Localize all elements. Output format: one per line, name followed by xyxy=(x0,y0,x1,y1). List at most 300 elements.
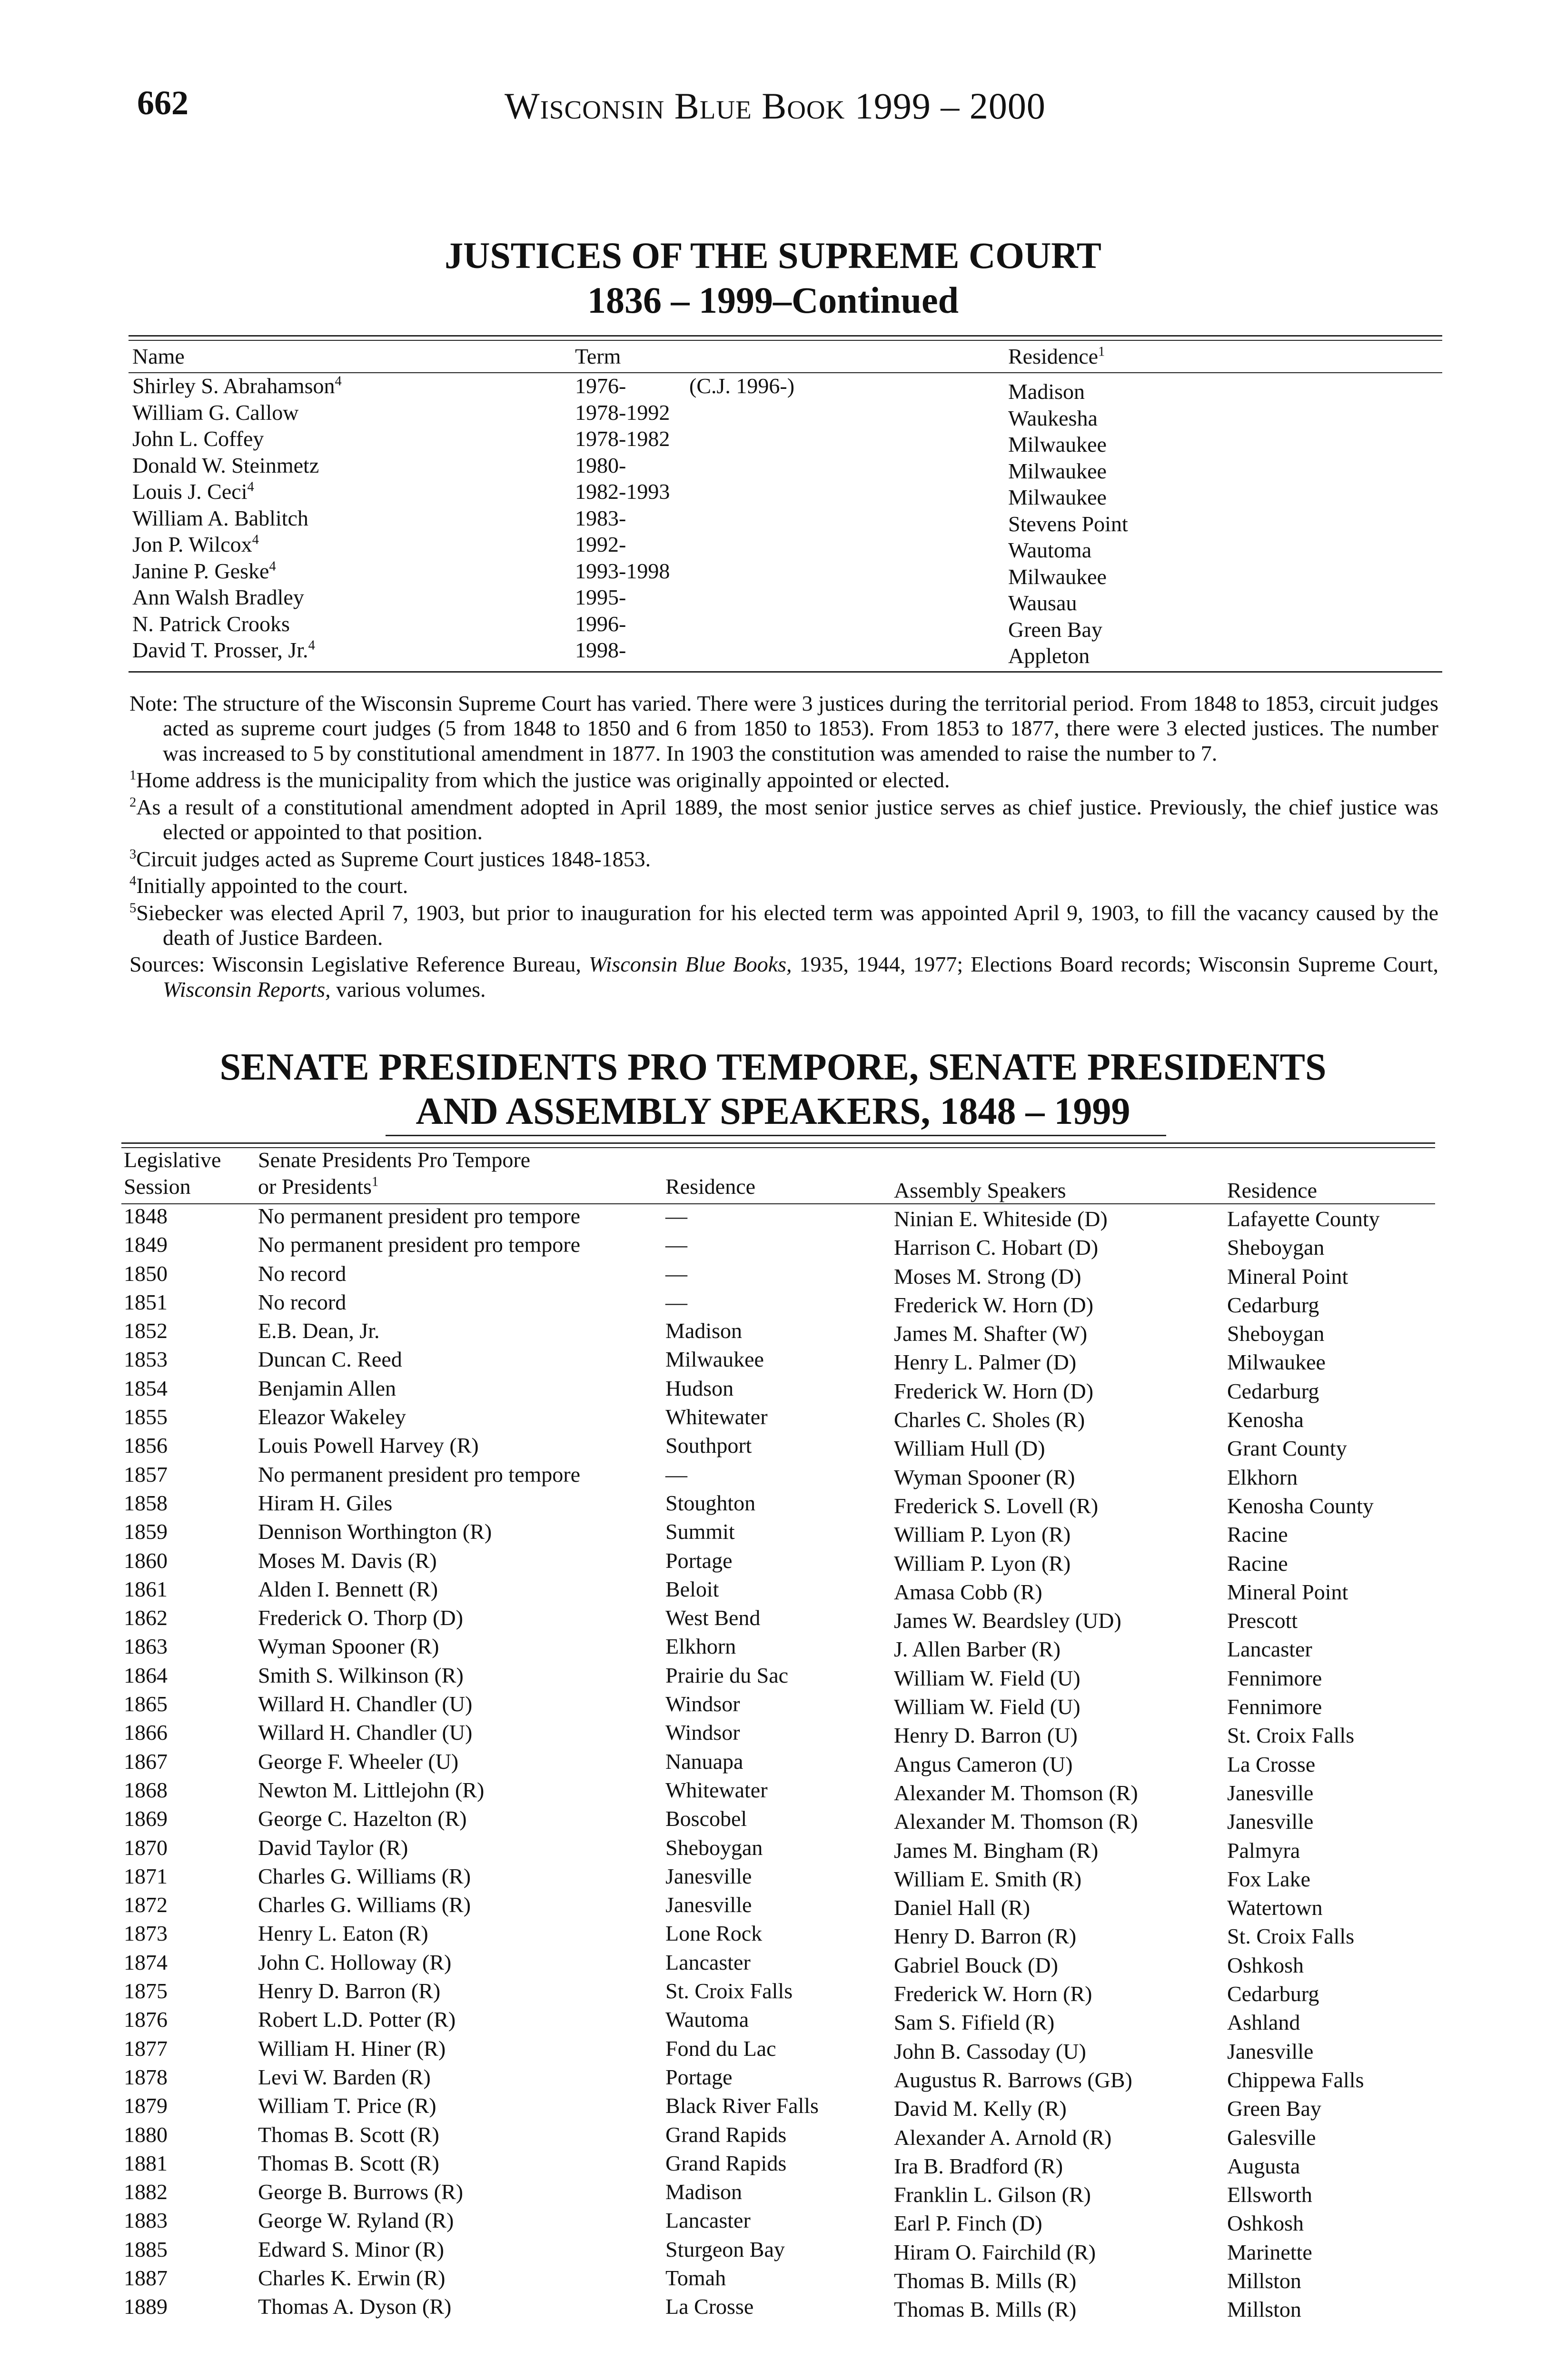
assembly-speaker: James W. Beardsley (UD) xyxy=(894,1608,1121,1633)
assembly-speaker-residence: St. Croix Falls xyxy=(1227,1924,1355,1949)
footnote-marker: 4 xyxy=(252,532,259,547)
justice-name xyxy=(132,453,319,478)
session-row xyxy=(124,1864,1428,1892)
page-number: 662 xyxy=(137,84,188,122)
session-row xyxy=(124,1978,1428,2007)
session-year: 1852 xyxy=(124,1319,168,1343)
justice-term: 1996- xyxy=(575,611,626,636)
assembly-speaker-residence: Elkhorn xyxy=(1227,1465,1298,1489)
assembly-speaker: Charles C. Sholes (R) xyxy=(894,1408,1085,1432)
session-year: 1865 xyxy=(124,1692,168,1716)
assembly-speaker-residence: Fennimore xyxy=(1227,1695,1322,1719)
assembly-speaker: Wyman Spooner (R) xyxy=(894,1465,1075,1489)
assembly-speaker: William W. Field (U) xyxy=(894,1695,1080,1719)
assembly-speaker-residence: Palmyra xyxy=(1227,1838,1300,1863)
justice-row xyxy=(132,611,1417,642)
session-row xyxy=(124,2007,1428,2035)
assembly-speaker-residence: Sheboygan xyxy=(1227,1235,1325,1260)
senate-president: William T. Price (R) xyxy=(258,2093,436,2118)
justice-term: 1978-1992 xyxy=(575,400,670,425)
assembly-speaker-residence: Oshkosh xyxy=(1227,2211,1304,2236)
assembly-speaker: Harrison C. Hobart (D) xyxy=(894,1235,1099,1260)
footnote-text: As a result of a constitutional amendment adopted in April 1889, the most senior justice serves as chief justice. Previously, the chief justice was elected or appointed to that position. xyxy=(136,794,1438,844)
footnote-number: 1 xyxy=(129,768,137,783)
column-header-name: Name xyxy=(132,344,185,368)
assembly-speaker-residence: Watertown xyxy=(1227,1895,1323,1920)
senate-president: Benjamin Allen xyxy=(258,1376,396,1400)
session-row xyxy=(124,2294,1428,2322)
assembly-speaker: John B. Cassoday (U) xyxy=(894,2039,1086,2063)
justice-residence: Wausau xyxy=(1008,591,1077,615)
structure-note: Note: The structure of the Wisconsin Supreme Court has varied. There were 3 justices during the territorial period. From 1848 to 1853, circuit judges acted as supreme court judges (5 from 1848 to 1850 and 6 from 1850 to 1853). From 1853 to 1877, there were 3 elected justices. The number was increased to 5 by constitutional amendment in 1877. In 1903 the constitution was amended to raise the number to 7. xyxy=(129,691,1438,765)
senate-president-residence: Milwaukee xyxy=(665,1347,764,1372)
session-year: 1885 xyxy=(124,2237,168,2261)
assembly-speaker: Ninian E. Whiteside (D) xyxy=(894,1207,1108,1231)
senate-president: Henry D. Barron (R) xyxy=(258,1979,441,2003)
speakers-rows xyxy=(124,1203,1428,2323)
justice-name-text: Louis J. Ceci xyxy=(132,479,248,504)
justice-term: 1978-1982 xyxy=(575,426,670,451)
assembly-speaker-residence: Galesville xyxy=(1227,2125,1316,2150)
senate-president: Dennison Worthington (R) xyxy=(258,1519,492,1544)
assembly-speaker-residence: Fox Lake xyxy=(1227,1866,1311,1891)
assembly-speaker: James M. Bingham (R) xyxy=(894,1838,1099,1863)
assembly-speaker-residence: La Crosse xyxy=(1227,1752,1316,1776)
senate-president: Robert L.D. Potter (R) xyxy=(258,2007,456,2032)
senate-president: George B. Burrows (R) xyxy=(258,2180,463,2204)
session-year: 1879 xyxy=(124,2093,168,2118)
senate-president-residence: — xyxy=(665,1261,687,1286)
footnote-marker: 4 xyxy=(247,479,254,495)
assembly-speaker-residence: Lafayette County xyxy=(1227,1207,1380,1231)
assembly-speaker-residence: Janesville xyxy=(1227,1809,1314,1834)
justice-name-text: Shirley S. Abrahamson xyxy=(132,374,335,398)
senate-president-residence: Nanuapa xyxy=(665,1749,743,1774)
senate-president: Hiram H. Giles xyxy=(258,1490,393,1515)
justice-name xyxy=(132,585,304,610)
senate-president-residence: Tomah xyxy=(665,2265,726,2290)
senate-president: No permanent president pro tempore xyxy=(258,1462,580,1487)
senate-president-residence: Prairie du Sac xyxy=(665,1663,789,1687)
assembly-speaker-residence: Chippewa Falls xyxy=(1227,2067,1364,2092)
justices-rows xyxy=(132,373,1417,668)
session-row xyxy=(124,2179,1428,2208)
senate-president: David Taylor (R) xyxy=(258,1835,408,1860)
justice-term: 1995- xyxy=(575,585,626,609)
session-year: 1866 xyxy=(124,1720,168,1745)
session-row xyxy=(124,1605,1428,1634)
session-year: 1850 xyxy=(124,1261,168,1286)
assembly-speaker: Frederick W. Horn (D) xyxy=(894,1292,1094,1317)
senate-president-residence: Fond du Lac xyxy=(665,2036,776,2061)
session-year: 1854 xyxy=(124,1376,168,1400)
session-row xyxy=(124,2064,1428,2093)
senate-president: William H. Hiner (R) xyxy=(258,2036,446,2061)
assembly-speaker: William P. Lyon (R) xyxy=(894,1522,1071,1547)
footnotes-list xyxy=(129,768,1438,950)
session-row xyxy=(124,2265,1428,2294)
senate-president-residence: Whitewater xyxy=(665,1777,768,1802)
assembly-speaker: Henry L. Palmer (D) xyxy=(894,1350,1077,1375)
justice-name-text: William A. Bablitch xyxy=(132,506,308,530)
assembly-speaker-residence: Kenosha County xyxy=(1227,1493,1374,1518)
footnote-text: Siebecker was elected April 7, 1903, but prior to inauguration for his elected term was appointed April 9, 1903, to fill the vacancy caused by the death of Justice Bardeen. xyxy=(136,900,1438,950)
senate-president-residence: — xyxy=(665,1289,687,1314)
assembly-speaker: William Hull (D) xyxy=(894,1436,1045,1461)
justice-term: 1992- xyxy=(575,532,626,556)
session-row xyxy=(124,1921,1428,1949)
senate-president-residence: Windsor xyxy=(665,1692,740,1716)
senate-president-residence: Madison xyxy=(665,2180,742,2204)
senate-president-residence: Stoughton xyxy=(665,1490,756,1515)
sources-note xyxy=(129,952,1438,1002)
justices-table xyxy=(132,344,1417,668)
senate-president-residence: Black River Falls xyxy=(665,2093,819,2118)
senate-president: No record xyxy=(258,1289,347,1314)
session-year: 1858 xyxy=(124,1490,168,1515)
table-rule xyxy=(121,1142,1435,1144)
justice-term: 1976- xyxy=(575,374,626,398)
assembly-speaker: Henry D. Barron (R) xyxy=(894,1924,1077,1949)
footnote-marker: 1 xyxy=(1098,344,1105,359)
assembly-speaker-residence: Racine xyxy=(1227,1522,1288,1547)
session-year: 1870 xyxy=(124,1835,168,1860)
assembly-speaker: Gabriel Bouck (D) xyxy=(894,1953,1058,1977)
footnote-number: 3 xyxy=(129,847,137,862)
assembly-speaker: William E. Smith (R) xyxy=(894,1866,1082,1891)
justice-row xyxy=(132,453,1417,483)
session-year: 1860 xyxy=(124,1548,168,1573)
senate-president: Alden I. Bennett (R) xyxy=(258,1577,438,1601)
senate-president-residence: Beloit xyxy=(665,1577,719,1601)
assembly-speaker-residence: Milwaukee xyxy=(1227,1350,1326,1375)
senate-president: Thomas A. Dyson (R) xyxy=(258,2294,452,2319)
justice-row xyxy=(132,400,1417,430)
senate-president: George F. Wheeler (U) xyxy=(258,1749,459,1774)
session-year: 1871 xyxy=(124,1864,168,1888)
sources-suffix: various volumes. xyxy=(330,977,486,1002)
session-row xyxy=(124,1577,1428,1605)
session-year: 1877 xyxy=(124,2036,168,2061)
sources-title-1: Wisconsin Blue Books, xyxy=(588,952,792,977)
assembly-speaker: Alexander A. Arnold (R) xyxy=(894,2125,1112,2150)
session-row xyxy=(124,1318,1428,1347)
assembly-speaker-residence: Ellsworth xyxy=(1227,2182,1312,2207)
session-year: 1876 xyxy=(124,2007,168,2032)
justice-row xyxy=(132,585,1417,615)
column-header-president-line1: Senate Presidents Pro Tempore xyxy=(258,1148,531,1172)
assembly-speaker-residence: Augusta xyxy=(1227,2153,1300,2178)
senate-president-residence: Lancaster xyxy=(665,2208,751,2233)
assembly-speaker-residence: Ashland xyxy=(1227,2010,1300,2035)
session-row xyxy=(124,2036,1428,2064)
senate-president: Frederick O. Thorp (D) xyxy=(258,1606,463,1630)
assembly-speaker: Moses M. Strong (D) xyxy=(894,1264,1081,1289)
session-row xyxy=(124,1376,1428,1404)
senate-president: Thomas B. Scott (R) xyxy=(258,2122,439,2147)
justice-name xyxy=(132,558,276,584)
assembly-speaker-residence: Oshkosh xyxy=(1227,1953,1304,1977)
session-row xyxy=(124,1892,1428,1921)
justice-name-text: N. Patrick Crooks xyxy=(132,611,290,636)
assembly-speaker: Angus Cameron (U) xyxy=(894,1752,1073,1776)
justice-name-text: Janine P. Geske xyxy=(132,558,269,583)
justice-name xyxy=(132,532,259,557)
justice-name-text: William G. Callow xyxy=(132,400,299,425)
table-rule xyxy=(129,335,1442,337)
footnote xyxy=(129,795,1438,845)
justice-name-text: John L. Coffey xyxy=(132,426,264,451)
justices-title-line2: 1836 – 1999–Continued xyxy=(587,279,959,321)
speakers-table xyxy=(124,1147,1428,2323)
assembly-speaker-residence: Cedarburg xyxy=(1227,1378,1319,1403)
justice-term: 1993-1998 xyxy=(575,558,670,583)
session-year: 1853 xyxy=(124,1347,168,1372)
justices-title xyxy=(0,233,1546,322)
column-header-term: Term xyxy=(575,344,621,368)
assembly-speaker-residence: Marinette xyxy=(1227,2240,1312,2264)
justice-name xyxy=(132,506,308,531)
assembly-speaker: Thomas B. Mills (R) xyxy=(894,2297,1077,2322)
session-row xyxy=(124,1490,1428,1519)
assembly-speaker: Alexander M. Thomson (R) xyxy=(894,1780,1138,1805)
senate-president: Charles G. Williams (R) xyxy=(258,1893,471,1917)
justice-row xyxy=(132,506,1417,536)
column-header-session-line2: Session xyxy=(124,1174,191,1199)
justices-title-line1: JUSTICES OF THE SUPREME COURT xyxy=(445,235,1101,276)
senate-president: Smith S. Wilkinson (R) xyxy=(258,1663,464,1687)
senate-president-residence: Summit xyxy=(665,1519,735,1544)
session-row xyxy=(124,1203,1428,1232)
justice-term: 1983- xyxy=(575,506,626,530)
senate-president: Louis Powell Harvey (R) xyxy=(258,1433,479,1458)
assembly-speaker-residence: Cedarburg xyxy=(1227,1982,1319,2006)
session-year: 1881 xyxy=(124,2151,168,2175)
senate-president-residence: Windsor xyxy=(665,1720,740,1745)
session-row xyxy=(124,1806,1428,1835)
session-year: 1887 xyxy=(124,2265,168,2290)
senate-president-residence: Whitewater xyxy=(665,1405,768,1429)
senate-president-residence: Elkhorn xyxy=(665,1634,736,1659)
assembly-speaker: Henry D. Barron (U) xyxy=(894,1723,1078,1748)
senate-president: Charles K. Erwin (R) xyxy=(258,2265,446,2290)
senate-president-residence: Grand Rapids xyxy=(665,2122,787,2147)
senate-president-residence: Lone Rock xyxy=(665,1921,763,1946)
session-year: 1889 xyxy=(124,2294,168,2319)
senate-president: No permanent president pro tempore xyxy=(258,1232,580,1257)
assembly-speaker: Sam S. Fifield (R) xyxy=(894,2010,1055,2035)
column-header-president-residence: Residence xyxy=(665,1174,756,1199)
assembly-speaker-residence: Janesville xyxy=(1227,1780,1314,1805)
justice-residence: Milwaukee xyxy=(1008,564,1107,589)
running-title: Wisconsin Blue Book 1999 – 2000 xyxy=(505,85,1046,127)
session-year: 1869 xyxy=(124,1806,168,1831)
assembly-speaker: Franklin L. Gilson (R) xyxy=(894,2182,1091,2207)
justice-residence: Milwaukee xyxy=(1008,458,1107,483)
session-year: 1855 xyxy=(124,1405,168,1429)
senate-president: George W. Ryland (R) xyxy=(258,2208,454,2233)
justice-name-text: Ann Walsh Bradley xyxy=(132,585,304,609)
session-year: 1882 xyxy=(124,2180,168,2204)
assembly-speaker-residence: Kenosha xyxy=(1227,1408,1304,1432)
senate-president-residence: Sheboygan xyxy=(665,1835,763,1860)
session-row xyxy=(124,2237,1428,2265)
senate-president: Newton M. Littlejohn (R) xyxy=(258,1777,485,1802)
assembly-speaker: Hiram O. Fairchild (R) xyxy=(894,2240,1096,2264)
assembly-speaker: Thomas B. Mills (R) xyxy=(894,2268,1077,2293)
senate-president-residence: — xyxy=(665,1232,687,1257)
justice-name-text: Donald W. Steinmetz xyxy=(132,453,319,477)
footnote-text: Circuit judges acted as Supreme Court justices 1848-1853. xyxy=(136,846,651,871)
sources-title-2: Wisconsin Reports, xyxy=(163,977,331,1002)
session-row xyxy=(124,2122,1428,2151)
senate-president-residence: Madison xyxy=(665,1319,742,1343)
senate-president: George C. Hazelton (R) xyxy=(258,1806,467,1831)
president-header-text: or Presidents xyxy=(258,1174,372,1199)
assembly-speaker: William W. Field (U) xyxy=(894,1666,1080,1690)
session-year: 1857 xyxy=(124,1462,168,1487)
speakers-title-line2: AND ASSEMBLY SPEAKERS, 1848 – 1999 xyxy=(416,1090,1130,1132)
justice-name xyxy=(132,479,254,504)
senate-president: Wyman Spooner (R) xyxy=(258,1634,439,1659)
session-row xyxy=(124,1634,1428,1662)
justices-header-row xyxy=(132,344,1417,373)
senate-president-residence: Lancaster xyxy=(665,1950,751,1974)
senate-president-residence: St. Croix Falls xyxy=(665,1979,793,2003)
justice-term: 1998- xyxy=(575,638,626,662)
assembly-speaker: William P. Lyon (R) xyxy=(894,1551,1071,1576)
table-rule xyxy=(129,340,1442,341)
senate-president: Levi W. Barden (R) xyxy=(258,2064,431,2089)
justice-residence: Green Bay xyxy=(1008,617,1102,642)
justice-row xyxy=(132,426,1417,456)
senate-president: E.B. Dean, Jr. xyxy=(258,1319,380,1343)
justice-residence: Milwaukee xyxy=(1008,432,1107,456)
session-row xyxy=(124,1777,1428,1806)
justice-residence: Waukesha xyxy=(1008,406,1098,430)
senate-president-residence: La Crosse xyxy=(665,2294,754,2319)
session-year: 1859 xyxy=(124,1519,168,1544)
footnote-number: 4 xyxy=(129,873,137,889)
assembly-speaker-residence: Cedarburg xyxy=(1227,1292,1319,1317)
table-rule xyxy=(129,671,1442,673)
justice-residence: Appleton xyxy=(1008,644,1090,668)
sources-prefix: Sources: Wisconsin Legislative Reference Bureau, xyxy=(129,952,589,977)
session-row xyxy=(124,1289,1428,1318)
justice-term: 1980- xyxy=(575,453,626,477)
column-header-residence xyxy=(1008,344,1105,369)
assembly-speaker-residence: Millston xyxy=(1227,2268,1301,2293)
assembly-speaker: Earl P. Finch (D) xyxy=(894,2211,1042,2236)
session-row xyxy=(124,1232,1428,1260)
assembly-speaker-residence: Mineral Point xyxy=(1227,1264,1348,1289)
assembly-speaker-residence: Janesville xyxy=(1227,2039,1314,2063)
session-year: 1862 xyxy=(124,1606,168,1630)
session-row xyxy=(124,1261,1428,1289)
senate-president-residence: — xyxy=(665,1462,687,1487)
justice-residence: Stevens Point xyxy=(1008,511,1128,536)
assembly-speaker: Alexander M. Thomson (R) xyxy=(894,1809,1138,1834)
assembly-speaker: Augustus R. Barrows (GB) xyxy=(894,2067,1132,2092)
session-year: 1864 xyxy=(124,1663,168,1687)
senate-president: Henry L. Eaton (R) xyxy=(258,1921,428,1946)
session-year: 1878 xyxy=(124,2064,168,2089)
session-row xyxy=(124,1433,1428,1461)
footnote xyxy=(129,873,1438,898)
session-row xyxy=(124,1519,1428,1547)
senate-president: Duncan C. Reed xyxy=(258,1347,402,1372)
session-row xyxy=(124,1691,1428,1720)
session-row xyxy=(124,1720,1428,1748)
senate-president: Willard H. Chandler (U) xyxy=(258,1692,473,1716)
assembly-speaker: James M. Shafter (W) xyxy=(894,1321,1088,1346)
senate-president: No record xyxy=(258,1261,347,1286)
assembly-speaker-residence: Sheboygan xyxy=(1227,1321,1325,1346)
assembly-speaker-residence: Lancaster xyxy=(1227,1637,1312,1662)
justice-residence: Milwaukee xyxy=(1008,485,1107,509)
session-row xyxy=(124,2151,1428,2179)
senate-president: Eleazor Wakeley xyxy=(258,1405,406,1429)
residence-header-text: Residence xyxy=(1008,344,1099,368)
justice-residence: Madison xyxy=(1008,379,1085,404)
justice-name xyxy=(132,400,299,425)
justice-name-text: David T. Prosser, Jr. xyxy=(132,638,308,662)
assembly-speaker-residence: Mineral Point xyxy=(1227,1579,1348,1604)
senate-president-residence: Janesville xyxy=(665,1864,752,1888)
session-year: 1851 xyxy=(124,1289,168,1314)
assembly-speaker: Frederick W. Horn (D) xyxy=(894,1378,1094,1403)
footnote xyxy=(129,901,1438,951)
senate-president-residence: Grand Rapids xyxy=(665,2151,787,2175)
session-year: 1880 xyxy=(124,2122,168,2147)
sources-mid: 1935, 1944, 1977; Elections Board records; Wisconsin Supreme Court, xyxy=(792,952,1438,977)
session-year: 1849 xyxy=(124,1232,168,1257)
footnote-text: Initially appointed to the court. xyxy=(136,873,408,898)
notes-block xyxy=(129,691,1438,1004)
session-row xyxy=(124,2208,1428,2236)
justice-row xyxy=(132,532,1417,562)
column-header-speaker-residence: Residence xyxy=(1227,1178,1318,1202)
justice-name-text: Jon P. Wilcox xyxy=(132,532,252,556)
session-year: 1868 xyxy=(124,1777,168,1802)
senate-president-residence: Portage xyxy=(665,2064,733,2089)
senate-president: John C. Holloway (R) xyxy=(258,1950,452,1974)
assembly-speaker-residence: Grant County xyxy=(1227,1436,1347,1461)
footnote-marker: 4 xyxy=(269,559,276,574)
footnote-marker: 1 xyxy=(371,1174,379,1190)
justice-row xyxy=(132,373,1417,404)
session-year: 1856 xyxy=(124,1433,168,1458)
senate-president-residence: Hudson xyxy=(665,1376,734,1400)
session-year: 1875 xyxy=(124,1979,168,2003)
senate-president-residence: Southport xyxy=(665,1433,752,1458)
senate-president: Moses M. Davis (R) xyxy=(258,1548,437,1573)
justice-residence: Wautoma xyxy=(1008,538,1092,562)
session-row xyxy=(124,1462,1428,1490)
justice-row xyxy=(132,637,1417,668)
assembly-speaker: Frederick W. Horn (R) xyxy=(894,1982,1092,2006)
senate-president: Charles G. Williams (R) xyxy=(258,1864,471,1888)
session-row xyxy=(124,1548,1428,1577)
justice-row xyxy=(132,558,1417,589)
justice-row xyxy=(132,479,1417,509)
session-row xyxy=(124,2093,1428,2122)
title-underline xyxy=(386,1135,1166,1136)
senate-president: No permanent president pro tempore xyxy=(258,1204,580,1228)
session-year: 1848 xyxy=(124,1204,168,1228)
session-row xyxy=(124,1749,1428,1777)
footnote xyxy=(129,847,1438,872)
